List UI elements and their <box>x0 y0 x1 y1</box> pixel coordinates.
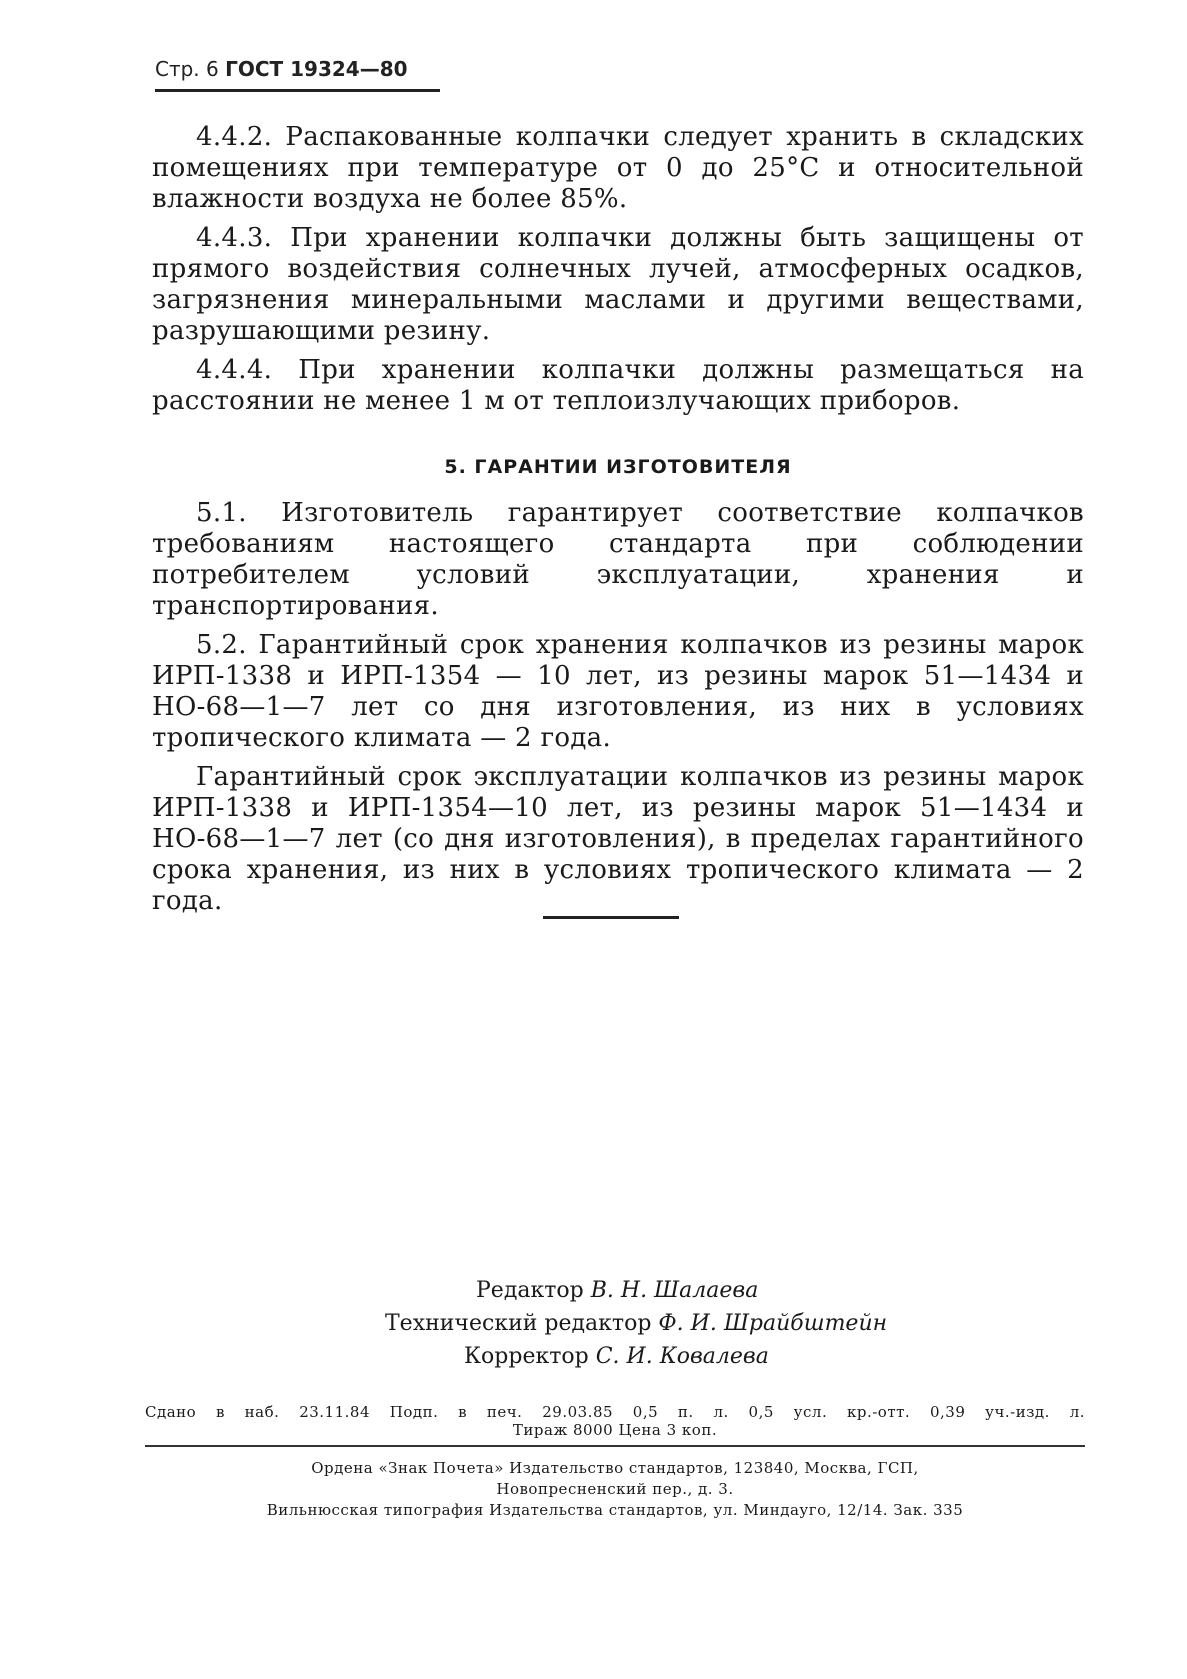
proofreader-role: Корректор <box>464 1344 589 1369</box>
paragraph-4-4-2: 4.4.2. Распакованные колпачки следует хранить в складских помещениях при температуре от 0 до 25°С и относительной влажности воздуха не более 85%. <box>152 122 1084 214</box>
tech-editor-role: Технический редактор <box>385 1311 652 1336</box>
section-5-heading: 5. ГАРАНТИИ ИЗГОТОВИТЕЛЯ <box>444 456 792 478</box>
proofreader-name: С. И. Ковалева <box>595 1344 769 1369</box>
proofreader-credit <box>464 1340 769 1373</box>
tech-editor-name: Ф. И. Шрайбштейн <box>658 1311 888 1336</box>
section-4-body <box>152 122 1084 425</box>
imprint-rule <box>145 1445 1085 1447</box>
imprint-line-2: Тираж 8000 Цена 3 коп. <box>512 1421 718 1439</box>
end-rule <box>543 916 679 919</box>
paragraph-5-2: 5.2. Гарантийный срок хранения колпачков из резины марок ИРП-1338 и ИРП-1354 — 10 лет, из резины марок 51—1434 и НО-68—1—7 лет со дня изготовления, из них в условиях тропического климата — 2 года. <box>152 630 1084 753</box>
running-header <box>155 57 408 81</box>
editor-role: Редактор <box>476 1278 584 1303</box>
editor-credit <box>476 1274 758 1307</box>
standard-number: ГОСТ 19324—80 <box>225 57 408 81</box>
header-rule <box>155 89 440 92</box>
paragraph-4-4-3: 4.4.3. При хранении колпачки должны быть защищены от прямого воздействия солнечных лучей, атмосферных осадков, загрязнения минеральными маслами и другими веществами, разрушающими резину. <box>152 223 1084 346</box>
section-5-body <box>152 498 1084 925</box>
tech-editor-credit <box>385 1307 887 1340</box>
paragraph-5-1: 5.1. Изготовитель гарантирует соответствие колпачков требованиям настоящего стандарта при соблюдении потребителем условий эксплуатации, хранения и транспортирования. <box>152 498 1084 621</box>
editor-name: В. Н. Шалаева <box>590 1278 759 1303</box>
publisher-line-1: Ордена «Знак Почета» Издательство стандартов, 123840, Москва, ГСП, <box>311 1459 919 1477</box>
publisher-line-2: Новопресненский пер., д. 3. <box>496 1480 734 1498</box>
paragraph-4-4-4: 4.4.4. При хранении колпачки должны размещаться на расстоянии не менее 1 м от теплоизлучающих приборов. <box>152 355 1084 416</box>
imprint-line-1: Сдано в наб. 23.11.84 Подп. в печ. 29.03.85 0,5 п. л. 0,5 усл. кр.-отт. 0,39 уч.-изд. л. <box>145 1403 1085 1421</box>
publisher-line-3: Вильнюсская типография Издательства стандартов, ул. Миндауго, 12/14. Зак. 335 <box>266 1501 964 1519</box>
page-label: Стр. 6 <box>155 57 219 81</box>
paragraph-5-2-cont: Гарантийный срок эксплуатации колпачков из резины марок ИРП-1338 и ИРП-1354—10 лет, из резины марок 51—1434 и НО-68—1—7 лет (со дня изготовления), в пределах гарантийного срока хранения, из них в условиях тропического климата — 2 года. <box>152 762 1084 916</box>
publisher-block <box>145 1458 1085 1521</box>
